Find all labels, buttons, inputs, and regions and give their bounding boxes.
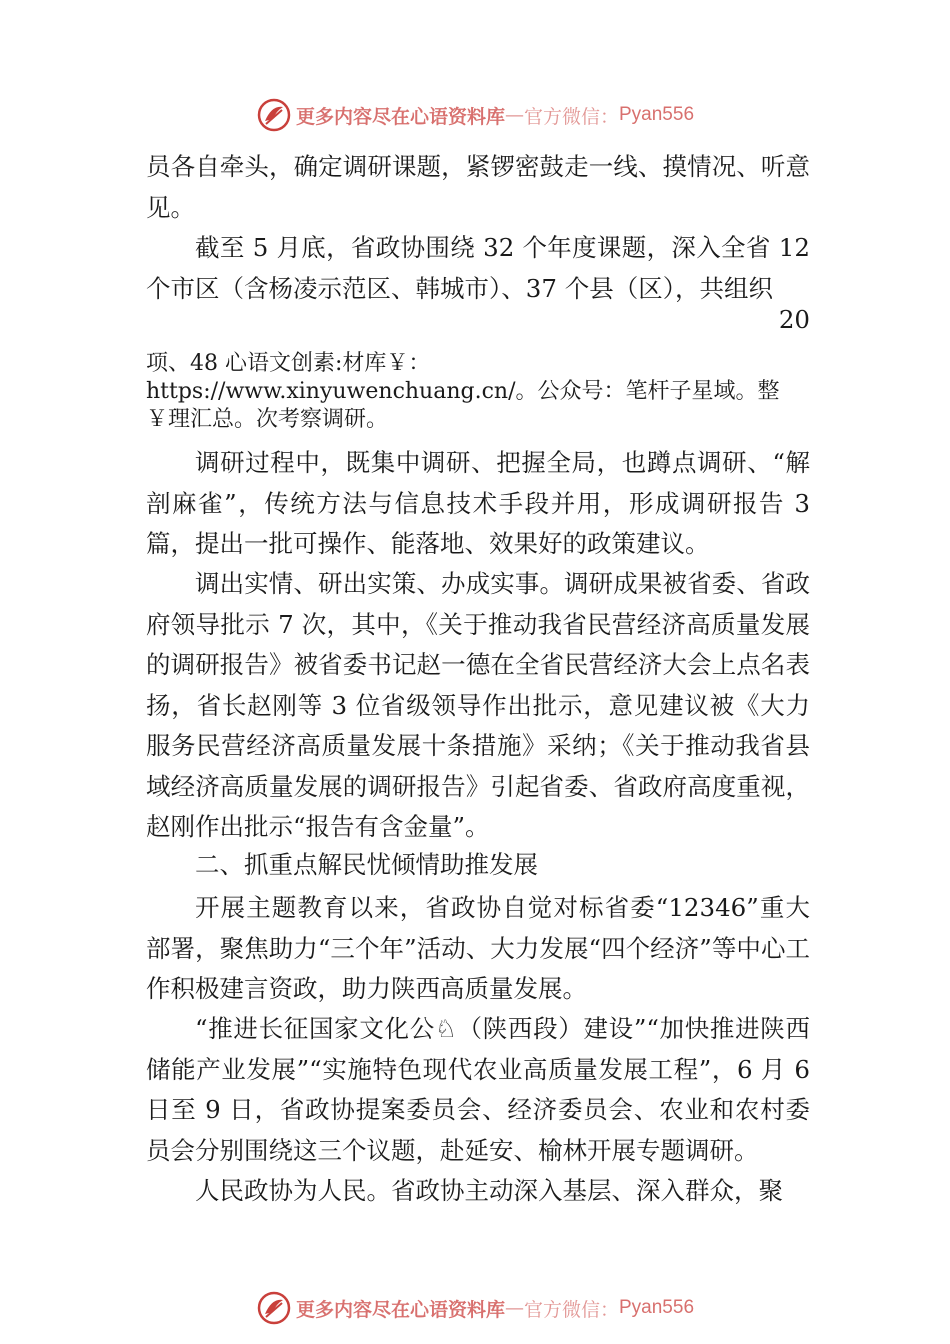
header-watermark-banner [0, 97, 950, 133]
paragraph-2-line-a: 项、48 心语文创素:材库￥： [146, 351, 431, 376]
paragraph-3: 调研过程中，既集中调研、把握全局，也蹲点调研、“解剖麻雀”，传统方法与信息技术手段并用，形成调研报告 3 篇，提出一批可操作、能落地、效果好的政策建议。 [146, 448, 810, 558]
paragraph-6: 开展主题教育以来，省政协自觉对标省委“12346”重大部署，聚焦助力“三个年”活动、大力发展“四个经济”等中心工作积极建言资政，助力陕西高质量发展。 [146, 893, 810, 1003]
paragraph-1: 员各自牵头，确定调研课题，紧锣密鼓走一线、摸情况、听意见。 [146, 152, 810, 222]
footer-watermark-banner [0, 1290, 950, 1326]
paragraph-2-line-b: https://www.xinyuwenchuang.cn/。公众号：笔杆子星域。整 [146, 379, 780, 404]
banner-wechat-id: Pyan556 [619, 1297, 695, 1318]
banner-separator: — [504, 104, 524, 126]
banner-separator: — [504, 1297, 524, 1319]
banner-wechat-id: Pyan556 [619, 104, 695, 125]
paragraph-2-line-c: ￥理汇总。次考察调研。 [146, 407, 389, 432]
paragraph-4: 调出实情、研出实策、办成实事。调研成果被省委、省政府领导批示 7 次，其中，《关于推动我省民营经济高质量发展的调研报告》被省委书记赵一德在全省民营经济大会上点名表扬，省长赵刚等 3 位省级领导作出批示，意见建议被《大力服务民营经济高质量发展十条措施》采纳；《关于推动我省县域经济高质量发展的调研报告》引起省委、省政府高度重视，赵刚作出批示“报告有含金量”。 [146, 569, 810, 841]
section-heading: 二、抓重点解民忧倾情助推发展 [195, 850, 538, 879]
banner-main-text: 更多内容尽在心语资料库 [295, 105, 505, 128]
brand-logo-icon [256, 1290, 292, 1326]
banner-wechat-label: 官方微信： [523, 105, 619, 128]
paragraph-2: 截至 5 月底，省政协围绕 32 个年度课题，深入全省 12 个市区（含杨凌示范区、韩城市）、37 个县（区），共组织 [146, 233, 810, 303]
paragraph-8: 人民政协为人民。省政协主动深入基层、深入群众，聚 [195, 1176, 783, 1205]
brand-logo-icon [256, 97, 292, 133]
banner-wechat-label: 官方微信： [523, 1298, 619, 1321]
paragraph-7: “推进长征国家文化公♘（陕西段）建设”“加快推进陕西储能产业发展”“实施特色现代农业高质量发展工程”，6 月 6 日至 9 日，省政协提案委员会、经济委员会、农业和农村委员会分别围绕这三个议题，赴延安、榆林开展专题调研。 [146, 1014, 810, 1165]
banner-main-text: 更多内容尽在心语资料库 [295, 1298, 505, 1321]
paragraph-2-number: 20 [778, 305, 810, 334]
